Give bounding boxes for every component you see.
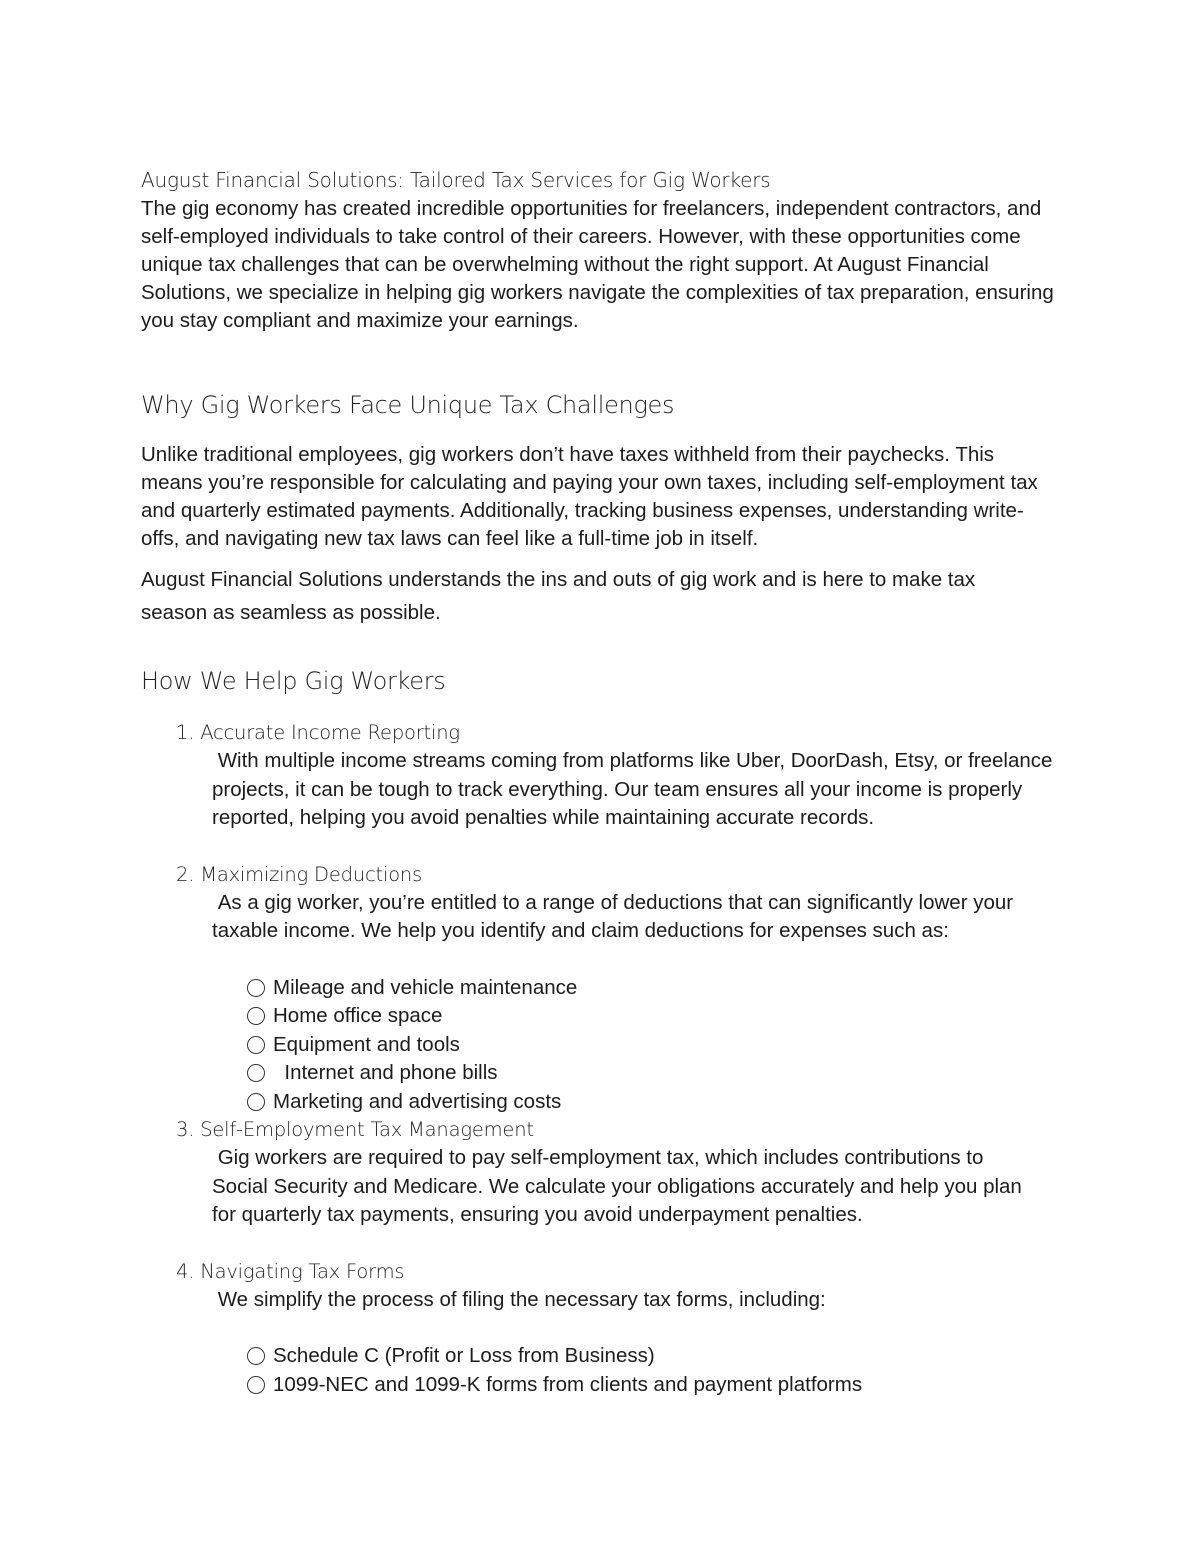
section-heading-challenges: Why Gig Workers Face Unique Tax Challenges: [141, 391, 675, 419]
document-title: August Financial Solutions: Tailored Tax Services for Gig Workers: [141, 168, 771, 192]
list-item: [247, 1371, 1071, 1400]
circle-bullet-icon: [247, 1347, 265, 1365]
list-item: [247, 974, 1071, 1003]
list-item: [247, 1031, 1071, 1060]
document-page: [141, 165, 1071, 1399]
circle-bullet-icon: [247, 1007, 265, 1025]
circle-bullet-icon: [247, 979, 265, 997]
list-item-label: Mileage and vehicle maintenance: [273, 975, 578, 999]
item-title-deductions: 2. Maximizing Deductions: [176, 862, 423, 886]
section-heading-help: How We Help Gig Workers: [141, 667, 446, 695]
list-item: [247, 1002, 1071, 1031]
list-item-label: Marketing and advertising costs: [273, 1089, 562, 1113]
challenges-paragraph-2: August Financial Solutions understands the ins and outs of gig work and is here to make tax season as seamless as possible.: [141, 568, 976, 624]
list-item-label: Schedule C (Profit or Loss from Business): [273, 1344, 655, 1367]
circle-bullet-icon: [247, 1376, 265, 1394]
circle-bullet-icon: [247, 1093, 265, 1111]
challenges-paragraph: Unlike traditional employees, gig workers don’t have taxes withheld from their paychecks. This means you’re responsible for calculating and paying your own taxes, including self-employment tax and quarterly estimated payments. Additionally, tracking business expenses, understanding write-offs, and navigating new tax laws can feel like a full-time job in itself.: [141, 443, 1038, 550]
list-item-label: 1099-NEC and 1099-K forms from clients and payment platforms: [273, 1372, 863, 1396]
list-item: [247, 1059, 1071, 1088]
tax-forms-list: [247, 1342, 1071, 1399]
list-item: [247, 1088, 1071, 1117]
list-item-label: Home office space: [273, 1004, 443, 1027]
list-item: [247, 1342, 1071, 1371]
circle-bullet-icon: [247, 1064, 265, 1082]
item-body-income-reporting: With multiple income streams coming from platforms like Uber, DoorDash, Etsy, or freelance projects, it can be tough to track everything. Our team ensures all your income is properly reported, helping you avoid penalties while maintaining accurate records.: [212, 749, 1059, 829]
item-body-self-employment: Gig workers are required to pay self-employment tax, which includes contributions to Social Security and Medicare. We calculate your obligations accurately and help you plan for quarterly tax payments, ensuring you avoid underpayment penalties.: [212, 1146, 1028, 1226]
item-title-tax-forms: 4. Navigating Tax Forms: [176, 1259, 405, 1283]
item-body-tax-forms: We simplify the process of filing the necessary tax forms, including:: [212, 1287, 826, 1311]
deductions-list: [247, 974, 1071, 1117]
circle-bullet-icon: [247, 1036, 265, 1054]
list-item-label: Equipment and tools: [273, 1032, 460, 1056]
intro-paragraph: The gig economy has created incredible opportunities for freelancers, independent contractors, and self-employed individuals to take control of their careers. However, with these opportunities come unique tax challenges that can be overwhelming without the right support. At August Financial Solutions, we specialize in helping gig workers navigate the complexities of tax preparation, ensuring you stay compliant and maximize your earnings.: [141, 197, 1054, 332]
list-item-label: Internet and phone bills: [273, 1061, 498, 1084]
item-title-self-employment: 3. Self-Employment Tax Management: [176, 1118, 534, 1141]
item-title-income-reporting: 1. Accurate Income Reporting: [176, 721, 460, 744]
item-body-deductions: As a gig worker, you’re entitled to a range of deductions that can significantly lower your taxable income. We help you identify and claim deductions for expenses such as:: [212, 890, 1019, 942]
